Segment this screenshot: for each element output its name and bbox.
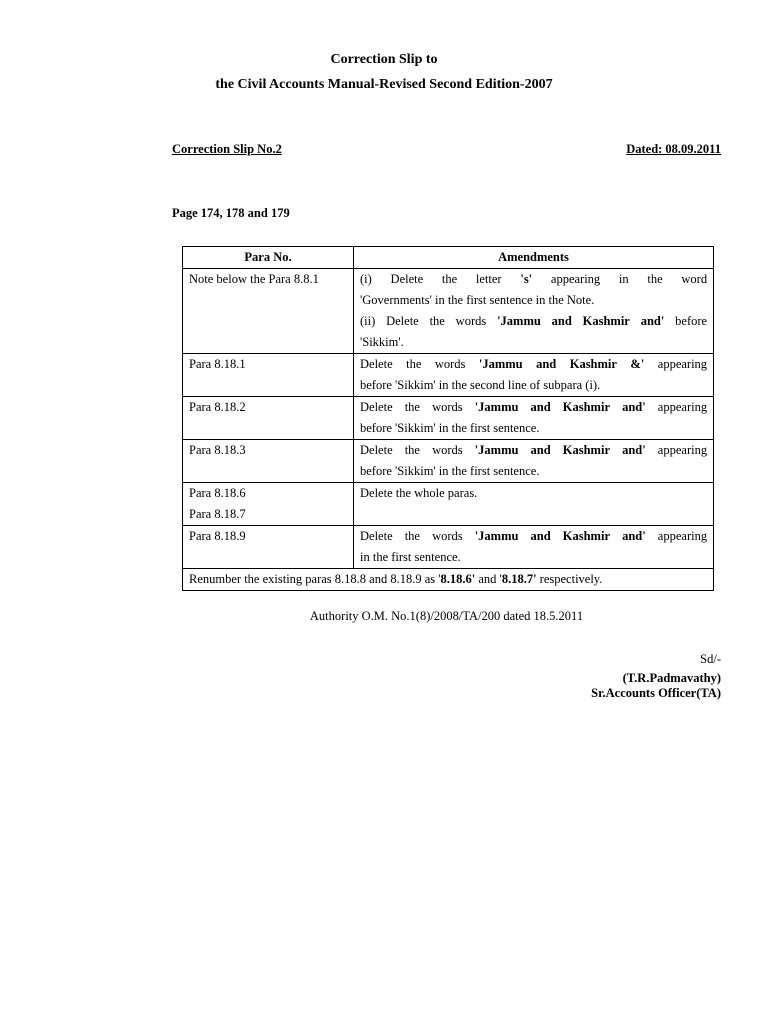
table-row: [183, 440, 714, 483]
amendment-emphasis: and: [536, 357, 557, 371]
amendment-text: letter: [475, 272, 502, 286]
pages-reference: Page 174, 178 and 179: [172, 206, 290, 220]
para-cell: [183, 269, 354, 354]
amendment-text: appearing: [657, 443, 708, 457]
amendment-line: [360, 375, 707, 396]
amendment-emphasis: 'Jammu: [474, 443, 519, 457]
amendment-line: [360, 397, 707, 418]
amendment-text: the: [404, 443, 420, 457]
amendment-emphasis: 'Jammu: [474, 400, 519, 414]
para-number: Para 8.18.1: [189, 357, 246, 371]
amendment-line: [360, 483, 707, 504]
renumber-text: Renumber the existing paras 8.18.8 and 8.18.9 as ': [189, 572, 441, 586]
amendment-emphasis: and': [622, 400, 646, 414]
amendment-text: Delete: [360, 443, 393, 457]
amendment-text: words: [434, 357, 466, 371]
table-header-row: [183, 247, 714, 269]
para-cell: [183, 440, 354, 483]
signatory-name: (T.R.Padmavathy): [622, 671, 721, 685]
amendment-emphasis: Kashmir: [562, 529, 610, 543]
amendment-text: 'Governments' in the first sentence in the Note.: [360, 293, 595, 307]
amendment-line: [360, 332, 707, 353]
amendment-text: appearing: [657, 400, 708, 414]
amendment-emphasis: Kashmir: [582, 314, 630, 328]
amendment-cell: [354, 440, 714, 483]
amendment-emphasis: and: [530, 400, 551, 414]
amendment-text: the: [441, 272, 458, 286]
table-row: [183, 354, 714, 397]
amendment-emphasis: Kashmir: [562, 400, 610, 414]
amendment-cell: [354, 397, 714, 440]
amendment-text: in the first sentence.: [360, 550, 461, 564]
table-body: [183, 269, 714, 591]
amendment-cell: [354, 483, 714, 526]
column-header-para: Para No.: [183, 247, 354, 269]
amendment-line: [360, 526, 707, 547]
amendment-cell: [354, 354, 714, 397]
amendment-emphasis: 'Jammu: [478, 357, 523, 371]
para-number: Para 8.18.2: [189, 400, 246, 414]
para-cell: [183, 526, 354, 569]
renumber-emphasis: 8.18.7': [501, 572, 537, 586]
signature-sd: Sd/-: [700, 652, 721, 666]
amendment-emphasis: and': [622, 443, 646, 457]
amendment-text: Delete: [360, 357, 393, 371]
amendment-line: [360, 547, 707, 568]
amendment-line: [360, 354, 707, 375]
amendment-text: before: [675, 314, 708, 328]
para-number: Para 8.18.9: [189, 529, 246, 543]
amendment-text: words: [455, 314, 487, 328]
amendment-emphasis: 'Jammu: [474, 529, 519, 543]
renumber-text: and ': [475, 572, 502, 586]
renumber-text: respectively.: [536, 572, 603, 586]
title-line-1: Correction Slip to: [330, 52, 438, 67]
amendment-text: before 'Sikkim' in the first sentence.: [360, 421, 540, 435]
amendment-text: the: [404, 529, 420, 543]
amendment-text: appearing: [550, 272, 601, 286]
amendment-emphasis: and': [622, 529, 646, 543]
amendment-text: word: [681, 272, 708, 286]
document-title: [0, 52, 768, 68]
amendment-line: [360, 418, 707, 439]
amendment-emphasis: and: [530, 443, 551, 457]
table-row: [183, 397, 714, 440]
amendment-text: words: [432, 443, 463, 457]
para-cell: [183, 483, 354, 526]
title-line-2: the Civil Accounts Manual-Revised Second Edition-2007: [215, 77, 553, 92]
para-cell: [183, 397, 354, 440]
amendment-text: in: [618, 272, 629, 286]
amendment-text: Delete the whole paras.: [360, 486, 478, 500]
amendment-text: words: [432, 529, 463, 543]
amendment-line: [360, 269, 707, 290]
para-number: Para 8.18.7: [189, 507, 246, 521]
table-row: [183, 483, 714, 526]
amendment-text: the: [647, 272, 663, 286]
amendment-text: the: [429, 314, 445, 328]
amendment-emphasis: Kashmir: [562, 443, 610, 457]
amendment-line: [360, 311, 707, 332]
amendment-text: the: [406, 357, 422, 371]
column-header-amendments: Amendments: [354, 247, 714, 269]
amendment-text: Delete: [386, 314, 419, 328]
amendment-emphasis: 's': [520, 272, 533, 286]
amendment-line: [360, 290, 707, 311]
table-row: [183, 269, 714, 354]
amendments-table: [182, 246, 714, 591]
correction-slip-number: Correction Slip No.2: [172, 142, 282, 156]
para-cell: [183, 354, 354, 397]
amendment-text: Delete: [360, 400, 393, 414]
amendment-text: before 'Sikkim' in the first sentence.: [360, 464, 540, 478]
amendment-text: words: [432, 400, 463, 414]
amendment-text: (i): [360, 272, 372, 286]
amendment-emphasis: 'Jammu: [497, 314, 541, 328]
amendment-text: (ii): [360, 314, 376, 328]
authority-reference: Authority O.M. No.1(8)/2008/TA/200 dated 18.5.2011: [309, 609, 584, 623]
amendment-text: 'Sikkim'.: [360, 335, 404, 349]
amendment-emphasis: &': [630, 357, 645, 371]
amendment-text: appearing: [657, 529, 708, 543]
amendment-cell: [354, 269, 714, 354]
amendment-line: [360, 440, 707, 461]
amendment-line: [360, 461, 707, 482]
para-number: Para 8.18.3: [189, 443, 246, 457]
renumber-row: [183, 569, 714, 591]
amendment-text: the: [404, 400, 420, 414]
renumber-emphasis: 8.18.6': [440, 572, 476, 586]
amendment-text: Delete: [360, 529, 393, 543]
para-number: Para 8.18.6: [189, 486, 246, 500]
para-number: Note below the Para 8.8.1: [189, 272, 319, 286]
renumber-note: [183, 569, 714, 591]
amendment-emphasis: and: [551, 314, 572, 328]
amendment-text: before 'Sikkim' in the second line of subpara (i).: [360, 378, 601, 392]
document-subtitle: [0, 77, 768, 93]
amendment-cell: [354, 526, 714, 569]
amendment-text: appearing: [657, 357, 708, 371]
amendment-emphasis: and': [640, 314, 665, 328]
amendment-emphasis: Kashmir: [569, 357, 617, 371]
amendment-emphasis: and: [530, 529, 551, 543]
table-row: [183, 526, 714, 569]
signatory-designation: Sr.Accounts Officer(TA): [591, 686, 721, 700]
slip-date: Dated: 08.09.2011: [626, 142, 721, 156]
amendment-text: Delete: [390, 272, 424, 286]
